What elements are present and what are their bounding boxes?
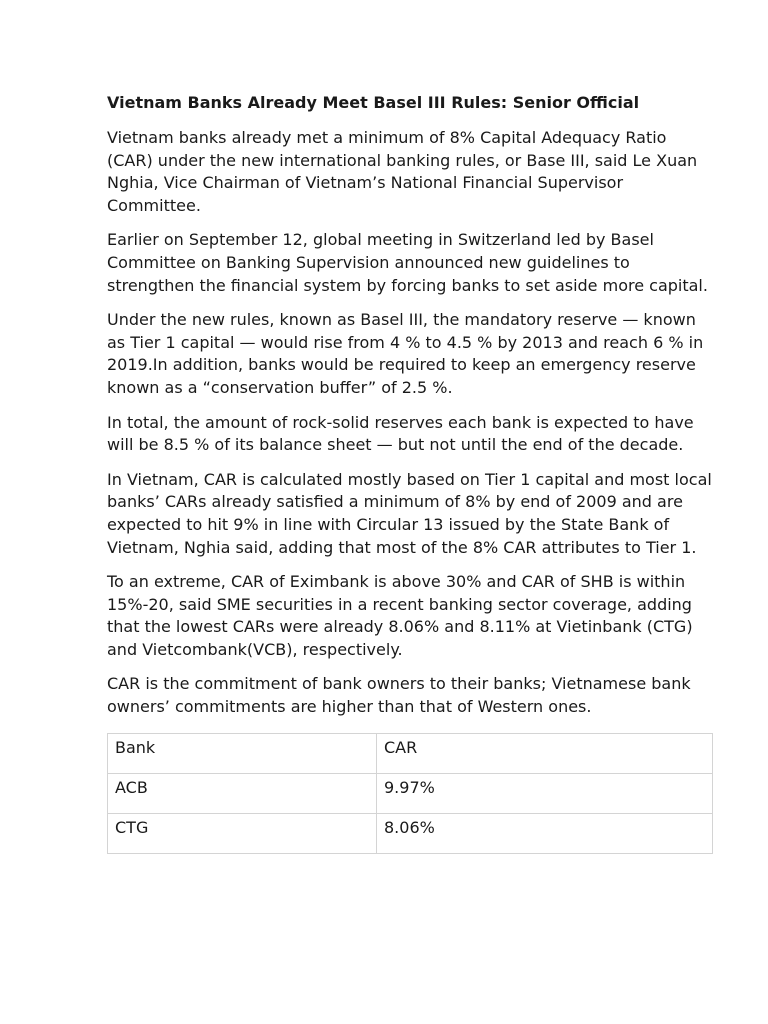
- paragraph-7: CAR is the commitment of bank owners to their banks; Vietnamese bank owners’ commitments are higher than that of Western ones.: [107, 674, 691, 717]
- cell-bank: CTG: [108, 813, 377, 853]
- document-page: [107, 92, 713, 854]
- paragraph-6: To an extreme, CAR of Eximbank is above 30% and CAR of SHB is within 15%-20, said SME securities in a recent banking sector coverage, adding that the lowest CARs were already 8.06% and 8.11% at Vietinbank (CTG) and Vietcombank(VCB), respectively.: [107, 572, 693, 659]
- header-bank: Bank: [108, 733, 377, 773]
- header-car: CAR: [377, 733, 713, 773]
- car-table: [107, 733, 713, 854]
- cell-car: 9.97%: [377, 773, 713, 813]
- paragraph-4: In total, the amount of rock-solid reserves each bank is expected to have will be 8.5 % of its balance sheet — but not until the end of the decade.: [107, 412, 694, 455]
- cell-bank: ACB: [108, 773, 377, 813]
- paragraph-5: In Vietnam, CAR is calculated mostly based on Tier 1 capital and most local banks’ CARs already satisfied a minimum of 8% by end of 2009 and are expected to hit 9% in line with Circular 13 issued by the State Bank of Vietnam, Nghia said, adding that most of the 8% CAR attributes to Tier 1.: [107, 469, 712, 557]
- paragraph-3: Under the new rules, known as Basel III, the mandatory reserve — known as Tier 1 capital — would rise from 4 % to 4.5 % by 2013 and reach 6 % in 2019.In addition, banks would be required to keep an emergency reserve known as a “conservation buffer” of 2.5 %.: [107, 310, 704, 397]
- table-header-row: [108, 733, 713, 773]
- article-title: Vietnam Banks Already Meet Basel III Rules: Senior Official: [107, 93, 640, 112]
- paragraph-2: Earlier on September 12, global meeting in Switzerland led by Basel Committee on Banking Supervision announced new guidelines to strengthen the financial system by forcing banks to set aside more capital.: [107, 230, 708, 295]
- paragraph-1: Vietnam banks already met a minimum of 8% Capital Adequacy Ratio (CAR) under the new international banking rules, or Base III, said Le Xuan Nghia, Vice Chairman of Vietnam’s National Financial Supervisor Committee.: [107, 128, 698, 215]
- table-row: [108, 813, 713, 853]
- cell-car: 8.06%: [377, 813, 713, 853]
- table-row: [108, 773, 713, 813]
